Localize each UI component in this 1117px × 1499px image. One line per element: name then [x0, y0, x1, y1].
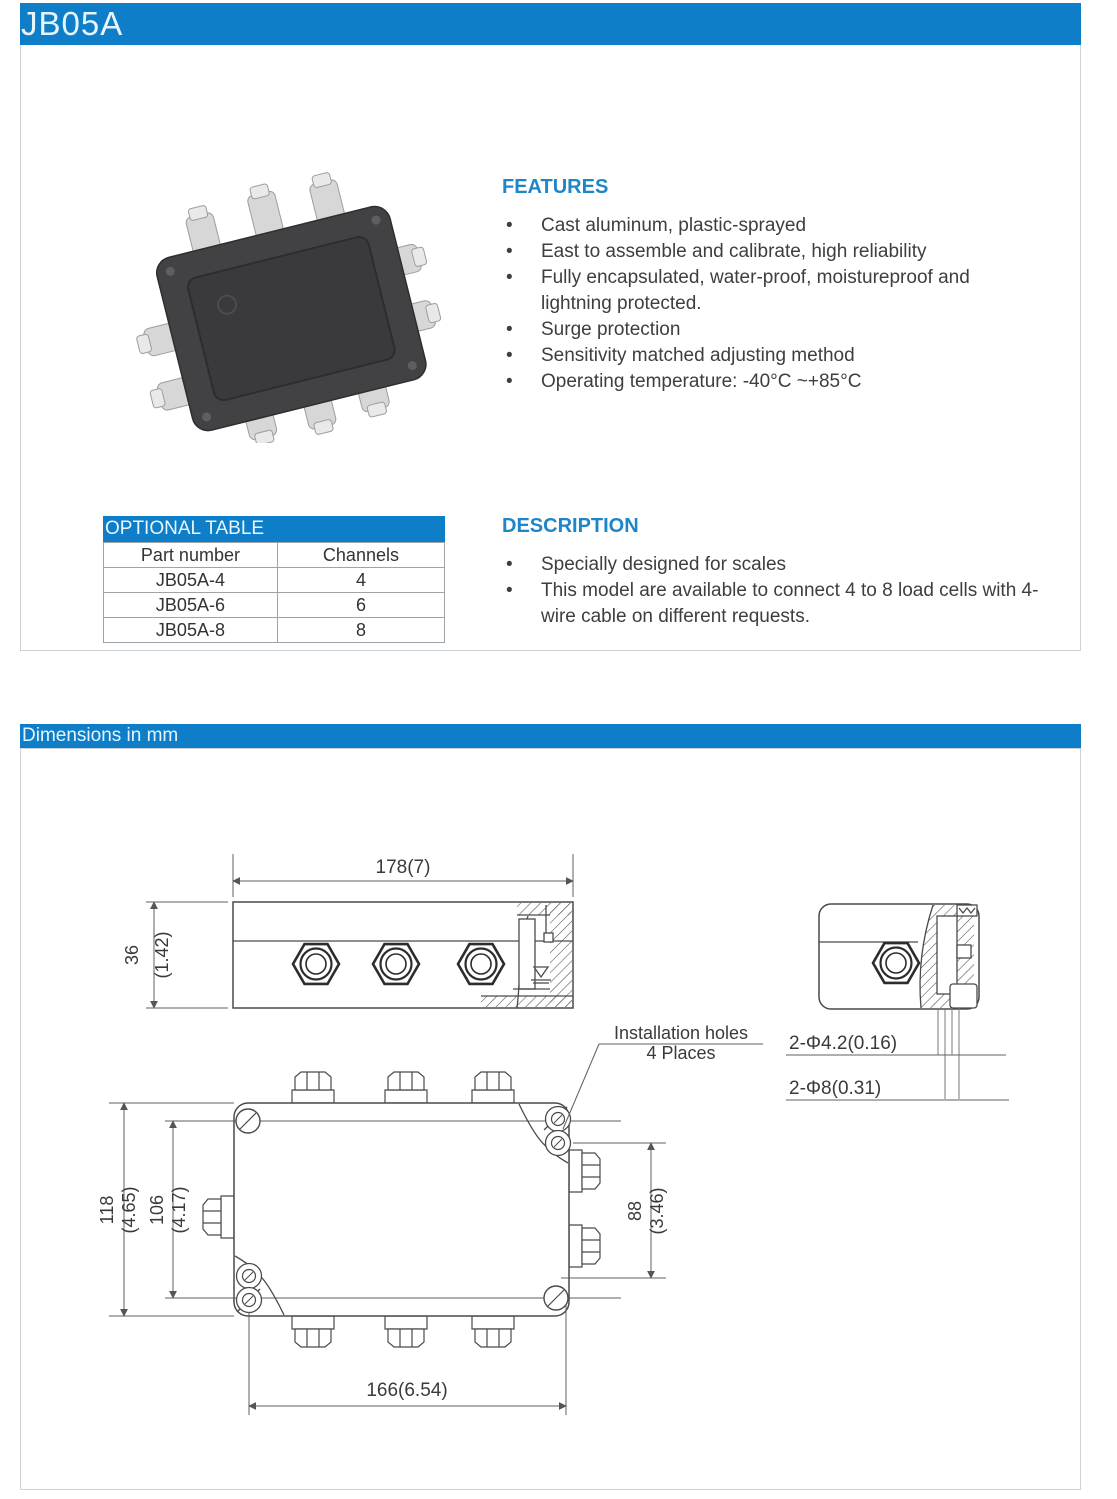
technical-drawing: [21, 749, 1080, 1489]
feature-item: • Cast aluminum, plastic-sprayed: [502, 213, 970, 239]
junction-box-photo-art: [87, 135, 485, 443]
dimensions-panel: [20, 748, 1081, 1490]
side-view: [233, 902, 573, 1008]
description-heading: DESCRIPTION: [502, 515, 639, 537]
dim-106-label: 106: [147, 1194, 167, 1226]
holes-large-label: 2-Φ8(0.31): [789, 1078, 882, 1099]
channels-cell: 4: [277, 568, 444, 593]
channels-cell: 6: [277, 593, 444, 618]
optional-table: [103, 516, 445, 643]
dim-166-label: 166(6.54): [366, 1380, 448, 1401]
installation-holes-note: Installation holes: [613, 1023, 749, 1043]
optional-table-grid: [103, 542, 445, 643]
dim-88-inch-label: (3.46): [647, 1187, 667, 1235]
dim-length-label: 178(7): [375, 857, 431, 878]
table-header-row: [104, 543, 445, 568]
column-header-part-number: Part number: [104, 543, 278, 568]
part-number-cell: JB05A-8: [104, 618, 278, 643]
optional-table-caption: OPTIONAL TABLE: [103, 516, 445, 542]
column-header-channels: Channels: [277, 543, 444, 568]
part-number-cell: JB05A-6: [104, 593, 278, 618]
page-title: JB05A: [21, 5, 124, 42]
description-list: [502, 552, 1050, 630]
description-section: [502, 515, 1050, 630]
holes-small-label: 2-Φ4.2(0.16): [789, 1033, 898, 1054]
feature-item: • Fully encapsulated, water-proof, moistureproof and lightning protected.: [502, 265, 970, 317]
table-row: [104, 568, 445, 593]
feature-item: • East to assemble and calibrate, high reliability: [502, 239, 970, 265]
table-row: [104, 618, 445, 643]
dim-106-inch-label: (4.17): [169, 1186, 189, 1234]
feature-item: • Surge protection: [502, 317, 970, 343]
feature-item: • Sensitivity matched adjusting method: [502, 343, 970, 369]
dim-height-inch-label: (1.42): [152, 931, 172, 979]
product-photo: [87, 135, 485, 443]
dim-118-label: 118: [97, 1195, 117, 1225]
features-heading: FEATURES: [502, 176, 609, 198]
dimensions-title-bar: [20, 724, 1081, 748]
feature-item: • Operating temperature: -40°C ~+85°C: [502, 369, 970, 395]
product-title-bar: [20, 3, 1081, 45]
dim-118-inch-label: (4.65): [119, 1186, 139, 1234]
side-view-dimensions: [146, 854, 573, 1008]
dim-88-label: 88: [625, 1200, 645, 1222]
part-number-cell: JB05A-4: [104, 568, 278, 593]
product-overview-panel: [20, 45, 1081, 651]
dim-height-label: 36: [122, 944, 142, 966]
features-section: [502, 176, 970, 395]
description-item: • This model are available to connect 4 to 8 load cells with 4-wire cable on different requests.: [502, 578, 1050, 630]
features-list: [502, 213, 970, 395]
table-row: [104, 593, 445, 618]
dimensions-title: Dimensions in mm: [22, 725, 179, 746]
end-view: [819, 904, 979, 1099]
installation-holes-count: 4 Places: [646, 1043, 716, 1063]
description-item: • Specially designed for scales: [502, 552, 1050, 578]
channels-cell: 8: [277, 618, 444, 643]
